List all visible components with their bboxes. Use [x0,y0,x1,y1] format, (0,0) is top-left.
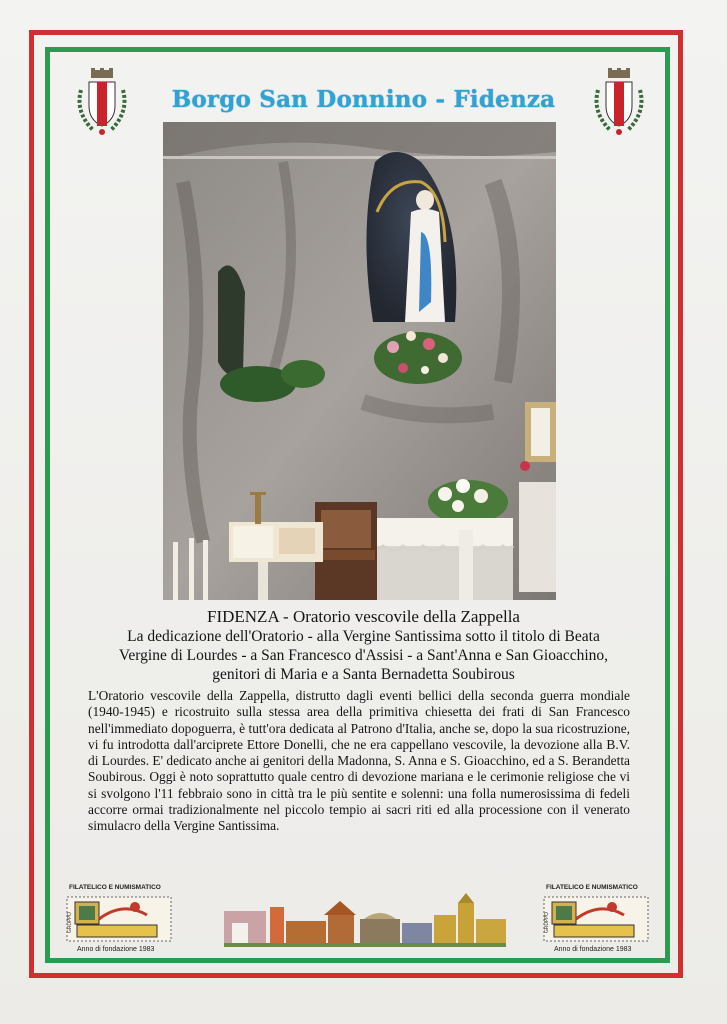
subheading-line: genitori di Maria e a Santa Bernadetta Soubirous [212,666,515,683]
stamp-left [63,884,178,956]
caption-subheading [75,627,652,684]
page-title: Borgo San Donnino - Fidenza [171,86,556,113]
subheading-line: Vergine di Lourdes - a San Francesco d'Assisi - a Sant'Anna e San Gioacchino, [118,647,609,664]
stamp-top-text: FILATELICO E NUMISMATICO [546,884,638,891]
stamp-icon [63,893,178,945]
town-skyline-icon [224,893,506,947]
stamp-right [540,884,655,956]
caption-heading: FIDENZA - Oratorio vescovile della Zappella [207,607,520,626]
stamp-icon [540,893,655,945]
grotto-photo [163,122,556,600]
svg-text:GRUPPO: GRUPPO [544,912,550,933]
stamp-bottom-text: Anno di fondazione 1983 [554,946,632,953]
stamp-top-text: FILATELICO E NUMISMATICO [69,884,161,891]
coat-of-arms-icon [590,68,648,140]
subheading-line: La dedicazione dell'Oratorio - alla Vergine Santissima sotto il titolo di Beata [127,628,600,645]
stamp-bottom-text: Anno di fondazione 1983 [77,946,155,953]
svg-text:GRUPPO: GRUPPO [67,912,73,933]
caption-body: L'Oratorio vescovile della Zappella, distrutto dagli eventi bellici della seconda guerra mondiale (1940-1945) e ricostruito sulla stessa area della primitiva chiesetta dei frati di San Francesco nell'immediato dopoguerra, è tutt'ora dedicata al Patrono d'Italia, anche se, dopo la sua ricostruzione, vi fu introdotta dall'arciprete Ettore Donelli, che ne era cappellano vescovile, la devozione alla B.V. di Lourdes. E' dedicato anche ai genitori della Madonna, S. Anna e S. Gioacchino, ed a S. Berandetta Soubirous. Oggi è noto soprattutto quale centro di devozione mariana e le cerimonie religiose che vi si svolgono l'11 febbraio sono in città tra le più sentite e solenni: una folla numerosissima di fedeli accorre ormai tradizionalmente nel piccolo tempio ai sacri riti ed alla processione con il venerato simulacro della Vergine Santissima. [88,688,630,834]
